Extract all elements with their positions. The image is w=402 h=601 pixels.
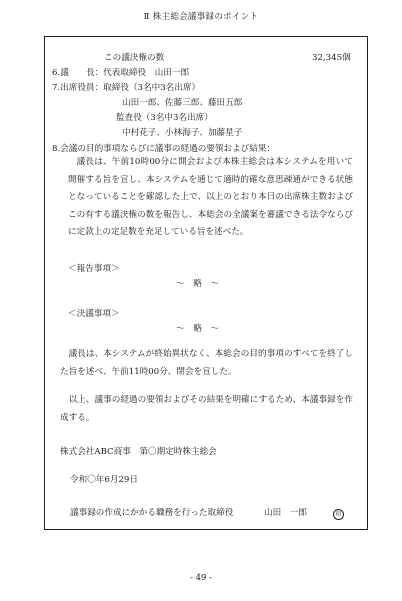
seal-mark [333, 508, 344, 520]
opening-paragraph: 議長は、午前10時00分に開会および本株主総会は本システムを用いて開催する旨を宣し、本システムを通じて適時的確な意思疎通ができる状態となっていることを確認した上で、以上のとおり本日の出席株主数およびこの有する議決権の数を報告し、本総会の全議案を審議できる法令ならびに定款上の定足数を充足している旨を述べた。 [68, 157, 353, 238]
page-header: Ⅱ 株主総会議事録のポイント [143, 12, 259, 22]
directors-list: 山田一郎、佐藤三郎、藤田五郎 [122, 98, 243, 108]
attendees-heading: 7.出席役員：取締役（3名中3名出席） [52, 83, 201, 93]
auditors-heading: 監査役（3名中3名出席） [116, 113, 213, 123]
votes-value: 32,345個 [312, 53, 351, 63]
resolution-heading: ＜決議事項＞ [68, 309, 120, 319]
purpose-heading: 8.会議の目的事項ならびに議事の経過の要領および結果： [52, 144, 276, 154]
resolution-body: 〜 略 〜 [176, 324, 219, 334]
closing-paragraph: 議長は、本システムが終始異状なく、本総会の目的事項のすべてを終了した旨を述べ、午前11時00分、閉会を宣した。 [60, 349, 353, 377]
page-number: - 49 - [190, 573, 212, 583]
company-line: 株式会社ABC商事 第〇期定時株主総会 [60, 447, 217, 457]
auditors-list: 中村花子、小林海子、加藤星子 [122, 128, 243, 138]
signer-name: 山田 一郎 [264, 508, 307, 518]
votes-label: この議決権の数 [104, 53, 165, 63]
report-body: 〜 略 〜 [176, 279, 219, 289]
chair-line: 6.議 長：代表取締役 山田一郎 [52, 68, 190, 78]
report-heading: ＜報告事項＞ [68, 264, 120, 274]
summary-paragraph: 以上、議事の経過の要領およびその結果を明確にするため、本議事録を作成する。 [60, 395, 353, 423]
seal-icon: 印 [333, 509, 344, 520]
signer-role: 議事録の作成にかかる職務を行った取締役 [70, 508, 234, 518]
minutes-date: 令和〇年6月29日 [70, 475, 138, 485]
